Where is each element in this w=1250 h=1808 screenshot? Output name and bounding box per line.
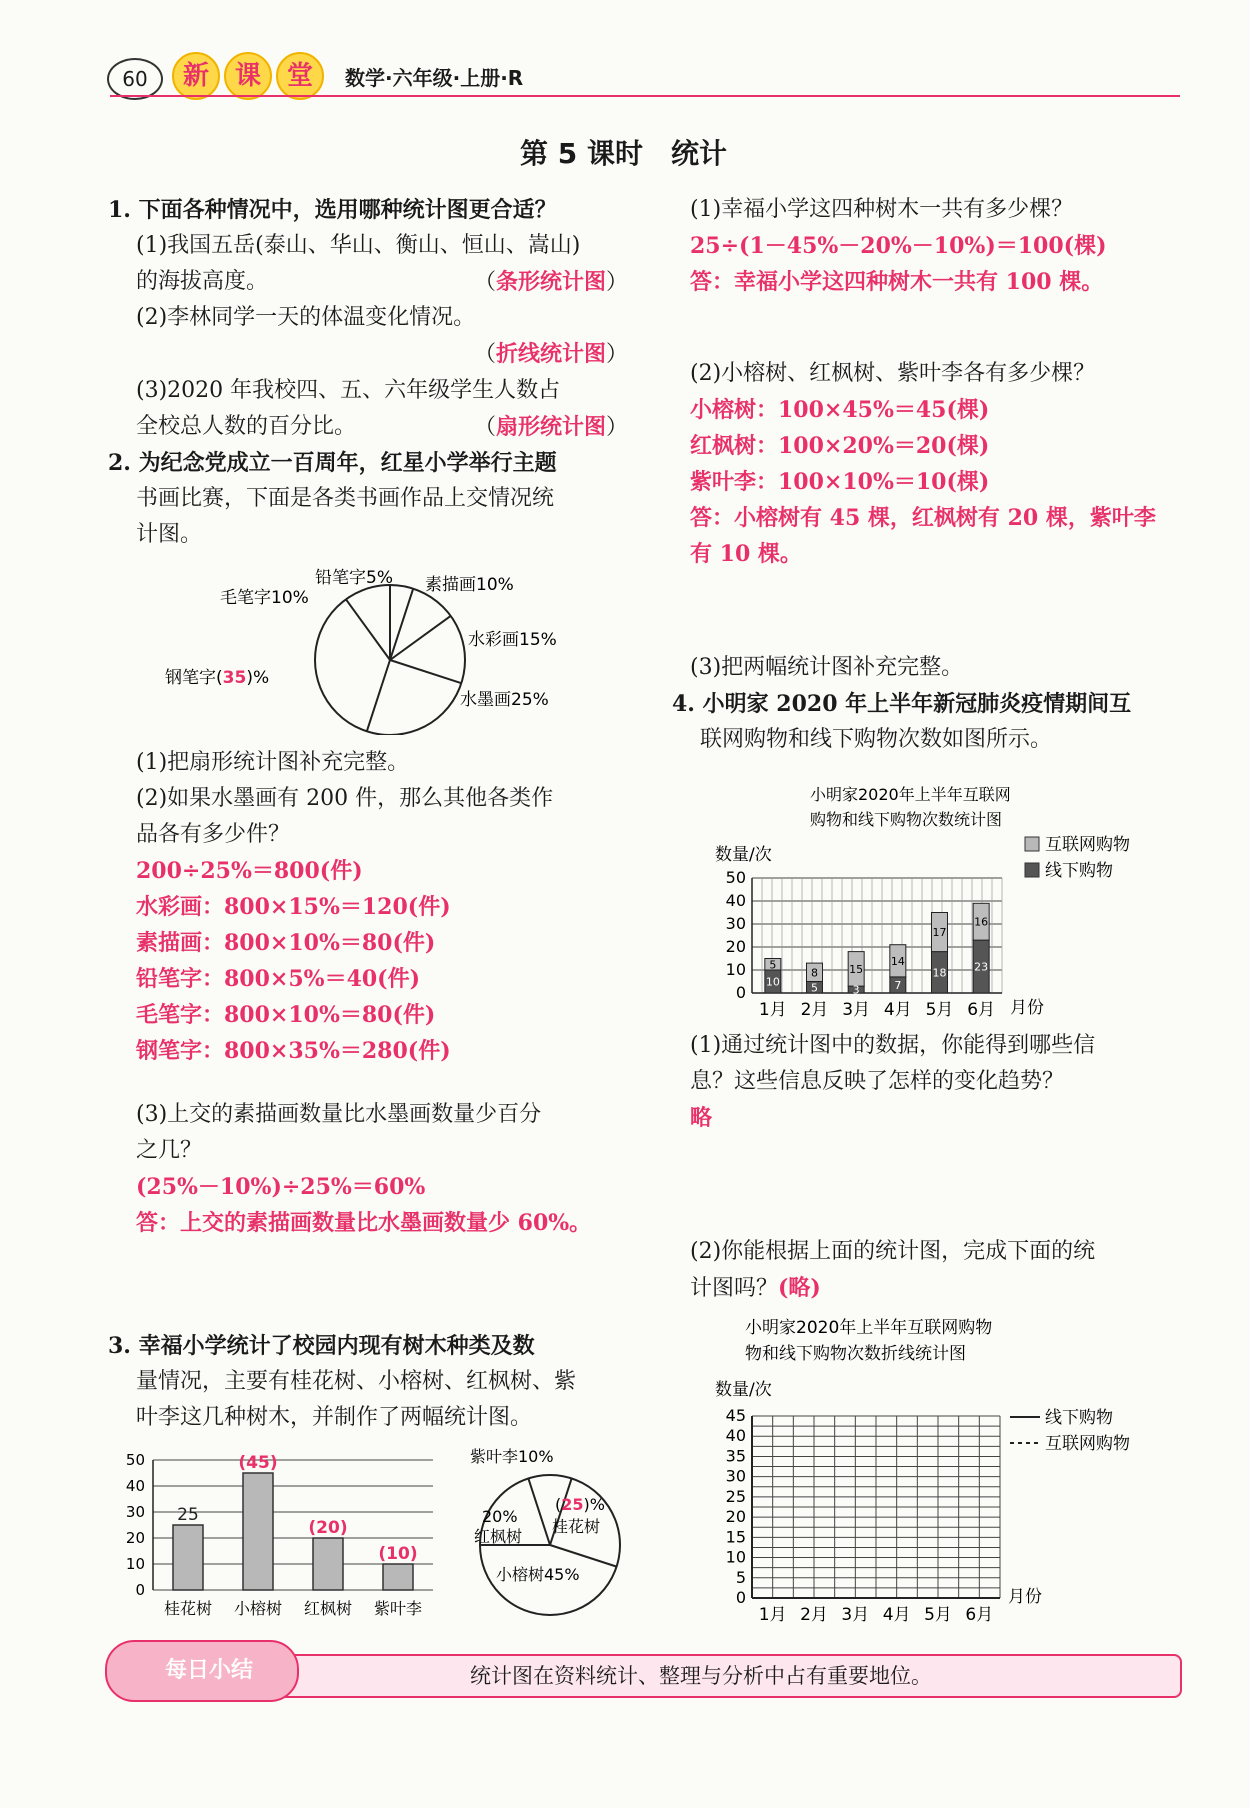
- q2-ans2-line: 钢笔字：800×35%＝280(件): [136, 1038, 451, 1064]
- q3-stem: [108, 1328, 628, 1436]
- q4-bar-label-offline: 23: [974, 960, 989, 974]
- q4-xtick: 4月: [883, 1000, 912, 1020]
- q4-line-ytick: 15: [725, 1527, 746, 1547]
- q4-bar-label-offline: 5: [811, 981, 818, 995]
- q4-bar-title-line1: 小明家2020年上半年互联网: [810, 785, 1011, 804]
- legend-line-online-label: 互联网购物: [1045, 1434, 1130, 1454]
- paren: ）: [605, 270, 628, 295]
- legend-online: 互联网购物: [1045, 835, 1130, 855]
- brand-char: 新: [172, 52, 220, 100]
- brand-char: 课: [224, 52, 272, 100]
- q4-line-ytick: 20: [725, 1507, 746, 1527]
- q2-ans3-line: 答：上交的素描画数量比水墨画数量少 60%。: [136, 1210, 592, 1236]
- q4-sub2a: (2)你能根据上面的统计图，完成下面的统: [690, 1239, 1096, 1264]
- q4-line-xtick: 6月: [965, 1605, 994, 1625]
- q3-right: [672, 192, 1182, 758]
- q4-bar-ylabel: 数量/次: [715, 845, 772, 865]
- q1-a-answer: 条形统计图: [495, 269, 606, 295]
- q3-pie-label-ghs-pct: [555, 1495, 605, 1514]
- q3-xtick: 小榕树: [233, 1599, 283, 1618]
- q3-bar-label: 25: [177, 1505, 199, 1525]
- q4-line-ytick: 25: [725, 1486, 746, 1506]
- q4-ytick: 10: [725, 960, 746, 979]
- q2-ans2-line: 素描画：800×10%＝80(件): [136, 930, 436, 956]
- q4-line-ylabel: 数量/次: [715, 1380, 772, 1400]
- q4-xtick: 3月: [842, 1000, 871, 1020]
- q4-line-xtick: 1月: [758, 1605, 787, 1625]
- pen-post: )%: [246, 668, 270, 688]
- q2-ans2-line: 铅笔字：800×5%＝40(件): [136, 966, 421, 992]
- q3-pie-label-xrs: 小榕树45%: [496, 1565, 580, 1584]
- q3-stem1: 3. 幸福小学统计了校园内现有树木种类及数: [108, 1333, 535, 1359]
- footer-text: 统计图在资料统计、整理与分析中占有重要地位。: [470, 1664, 932, 1688]
- q4-xtick: 5月: [925, 1000, 954, 1020]
- q4-bar-chart: [690, 780, 1170, 1030]
- q3-sub1: (1)幸福小学这四种树木一共有多少棵？: [690, 197, 1074, 222]
- q3-ans2-line: 红枫树：100×20%＝20(棵): [690, 433, 990, 459]
- q2-ans2-line: 毛笔字：800×10%＝80(件): [136, 1002, 436, 1028]
- q4-ytick: 0: [735, 983, 746, 1002]
- q4-line-chart: [700, 1315, 1180, 1625]
- q3-bar: [243, 1473, 273, 1590]
- q4-line-ytick: 5: [735, 1567, 746, 1587]
- q4-bar-title-line2: 购物和线下购物次数统计图: [810, 810, 1003, 829]
- q2-sub3a: (3)上交的素描画数量比水墨画数量少百分: [136, 1102, 542, 1127]
- q3-ytick: 40: [125, 1477, 145, 1495]
- q4-line-xlabel: 月份: [1008, 1587, 1042, 1607]
- q1-a-text2: 的海拔高度。: [136, 269, 269, 294]
- q3-sub3: (3)把两幅统计图补充完整。: [690, 655, 964, 680]
- q2-sub3b: 之几？: [136, 1138, 203, 1163]
- q3-bar: [313, 1538, 343, 1590]
- q1-b-text: (2)李林同学一天的体温变化情况。: [136, 305, 476, 330]
- page-number: 60: [107, 58, 163, 100]
- q3-bar-label: (20): [308, 1518, 348, 1538]
- q1-b-answer-box: [108, 336, 628, 373]
- q3-ytick: 50: [125, 1451, 145, 1469]
- q1-c-answer-box: [474, 409, 628, 446]
- q4-bar-label-online: 8: [811, 966, 818, 980]
- q4-xtick: 6月: [967, 1000, 996, 1020]
- q3-xtick: 桂花树: [163, 1599, 213, 1618]
- q4-sub2b-answer: (略): [778, 1275, 821, 1301]
- legend-offline: 线下购物: [1045, 861, 1113, 881]
- q3-bar-chart: [115, 1440, 455, 1625]
- q3-bar-label: (10): [378, 1544, 418, 1564]
- q3-pie-divider: [528, 1478, 550, 1545]
- q4-bar-label-online: 15: [849, 962, 864, 976]
- q3-stem2: 量情况，主要有桂花树、小榕树、红枫树、紫: [136, 1369, 577, 1394]
- q1-c-text: (3)2020 年我校四、五、六年级学生人数占: [136, 378, 561, 403]
- q4-stem2: 联网购物和线下购物次数如图所示。: [700, 727, 1053, 752]
- q2-stem3: 计图。: [136, 522, 203, 547]
- q3-xtick: 紫叶李: [373, 1599, 423, 1618]
- q4-line-ytick: 0: [735, 1588, 746, 1607]
- q4-xlabel: 月份: [1010, 998, 1044, 1018]
- q4-bar-label-offline: 7: [894, 978, 902, 992]
- ghs-answer: 25: [561, 1495, 584, 1514]
- header-divider: [110, 95, 1180, 97]
- q4-sub2b: 计图吗？: [690, 1276, 779, 1301]
- q4-line-xtick: 3月: [841, 1605, 870, 1625]
- q1-c-line: [108, 409, 628, 445]
- q4-line-ytick: 35: [725, 1446, 746, 1466]
- q3-pie-label-hfs: 红枫树: [474, 1527, 523, 1546]
- q3-ytick: 10: [125, 1555, 145, 1573]
- pen-answer: 35: [222, 668, 247, 688]
- q4-line-xtick: 4月: [882, 1605, 911, 1625]
- ghs-post: )%: [583, 1495, 605, 1514]
- q4-bar-label-offline: 18: [932, 966, 947, 980]
- q4-ytick: 30: [725, 914, 746, 933]
- q4-sub1a: (1)通过统计图中的数据，你能得到哪些信: [690, 1033, 1096, 1058]
- pie-label-watercolor: 水彩画15%: [468, 630, 557, 650]
- pie-divider: [390, 589, 413, 660]
- q1-b-answer: 折线统计图: [495, 341, 606, 367]
- q3-ytick: 0: [135, 1581, 145, 1599]
- q4-bar-label-online: 17: [932, 926, 947, 940]
- q1-c-answer: 扇形统计图: [495, 414, 606, 440]
- q4-ytick: 40: [725, 891, 746, 910]
- q3-ans1-line: 25÷(1－45%－20%－10%)＝100(棵): [690, 233, 1107, 259]
- paren: （: [473, 342, 496, 367]
- q4-line-ytick: 45: [725, 1406, 746, 1425]
- pie-divider: [390, 616, 451, 660]
- pie-label-pencil: 铅笔字5%: [315, 568, 393, 588]
- q3-ans2-line: 紫叶李：100×10%＝10(棵): [690, 469, 990, 495]
- q2-sub2b: 品各有多少件？: [136, 822, 291, 847]
- q3-xtick: 红枫树: [303, 1599, 353, 1618]
- q3-bar: [383, 1564, 413, 1590]
- ghs-pre: (: [555, 1495, 562, 1514]
- q4-sub2b-line: [672, 1270, 1182, 1307]
- pie-divider: [346, 599, 390, 660]
- q4-bar-label-offline: 10: [765, 975, 780, 989]
- pie-label-sketch: 素描画10%: [425, 575, 514, 595]
- q4-line-ytick: 40: [725, 1426, 746, 1446]
- q4-xtick: 2月: [800, 1000, 829, 1020]
- pie-divider: [367, 660, 390, 731]
- q4-line-ytick: 30: [725, 1466, 746, 1486]
- q4-bar-label-online: 14: [890, 954, 905, 968]
- q3-ytick: 30: [125, 1503, 145, 1521]
- q2-subs: [108, 745, 628, 1241]
- pie-label-ink: 水墨画25%: [460, 690, 549, 710]
- q3-stem3: 叶李这几种树木，并制作了两幅统计图。: [136, 1405, 533, 1430]
- q4-line-title1: 小明家2020年上半年互联网购物: [745, 1318, 993, 1338]
- q1-a-text: (1)我国五岳(泰山、华山、衡山、恒山、嵩山): [136, 233, 581, 258]
- q1-a-answer-box: [474, 264, 628, 301]
- pen-pre: 钢笔字(: [165, 668, 223, 688]
- q4-bar-label-online: 5: [769, 958, 777, 972]
- q4-ytick: 20: [725, 937, 746, 956]
- q3-pie-label-ghs: 桂花树: [552, 1517, 601, 1536]
- q3-pie-label-zyl: 紫叶李10%: [470, 1447, 554, 1466]
- paren: （: [473, 415, 496, 440]
- q2-stem: 2. 为纪念党成立一百周年，红星小学举行主题: [108, 450, 557, 476]
- q2-stem2: 书画比赛，下面是各类书画作品上交情况统: [136, 486, 555, 511]
- brand-logo: [172, 52, 328, 100]
- brand-char: 堂: [276, 52, 324, 100]
- q3-sub2: (2)小榕树、红枫树、紫叶李各有多少棵？: [690, 361, 1096, 386]
- q4-ans1: 略: [690, 1105, 713, 1131]
- q3-pie-label-hfs-pct: 20%: [482, 1507, 518, 1526]
- q2-sub1: (1)把扇形统计图补充完整。: [136, 750, 410, 775]
- q4-sub1b: 息？这些信息反映了怎样的变化趋势？: [690, 1069, 1065, 1094]
- paren: ）: [605, 342, 628, 367]
- q4-line-title2: 物和线下购物次数折线统计图: [745, 1344, 966, 1364]
- q1-c-text2: 全校总人数的百分比。: [136, 414, 357, 439]
- q3-ans1-line: 答：幸福小学这四种树木一共有 100 棵。: [690, 269, 1104, 295]
- q1-a-line: [108, 264, 628, 300]
- q3-ans2-line: 小榕树：100×45%＝45(棵): [690, 397, 990, 423]
- q4-ytick: 50: [725, 868, 746, 887]
- book-title: 数学·六年级·上册·R: [345, 66, 524, 90]
- q4-line-xtick: 5月: [924, 1605, 952, 1625]
- pie-label-brush: 毛笔字10%: [220, 588, 309, 608]
- q4-bar-label-online: 16: [974, 915, 989, 929]
- q3-bar-label: (45): [238, 1453, 278, 1473]
- q3-pie-chart: [460, 1440, 640, 1625]
- pie-label-pen: [165, 668, 269, 688]
- q2-ans2-line: 水彩画：800×15%＝120(件): [136, 894, 451, 920]
- q2-sub2a: (2)如果水墨画有 200 件，那么其他各类作: [136, 786, 554, 811]
- q4-stem1: 4. 小明家 2020 年上半年新冠肺炎疫情期间互: [672, 691, 1132, 717]
- legend-line-offline-label: 线下购物: [1045, 1408, 1113, 1428]
- q2-ans2-line: 200÷25%＝800(件): [136, 858, 363, 884]
- q4-xtick: 1月: [758, 1000, 787, 1020]
- q4-bar-label-offline: 3: [852, 983, 860, 997]
- footer-badge-text: 每日小结: [165, 1658, 254, 1683]
- paren: ）: [605, 415, 628, 440]
- q1-stem: 1. 下面各种情况中，选用哪种统计图更合适？: [108, 197, 557, 223]
- q3-ytick: 20: [125, 1529, 145, 1547]
- q4-line-ytick: 10: [725, 1547, 746, 1567]
- pie-divider: [390, 660, 461, 683]
- q4-subs: [672, 1028, 1182, 1307]
- q3-ans2-line: 有 10 棵。: [690, 541, 802, 567]
- legend-swatch-online: [1025, 837, 1039, 851]
- q1: [108, 192, 628, 553]
- q3-ans2-line: 答：小榕树有 45 棵，红枫树有 20 棵，紫叶李: [690, 505, 1156, 531]
- q3-pie-divider: [550, 1545, 617, 1567]
- q2-ans3-line: (25%－10%)÷25%＝60%: [136, 1174, 426, 1200]
- q3-bar: [173, 1525, 203, 1590]
- legend-swatch-offline: [1025, 863, 1039, 877]
- q2-pie-chart: [150, 555, 590, 735]
- paren: （: [473, 270, 496, 295]
- q4-line-xtick: 2月: [800, 1605, 828, 1625]
- lesson-title: 第 5 课时 统计: [520, 137, 727, 170]
